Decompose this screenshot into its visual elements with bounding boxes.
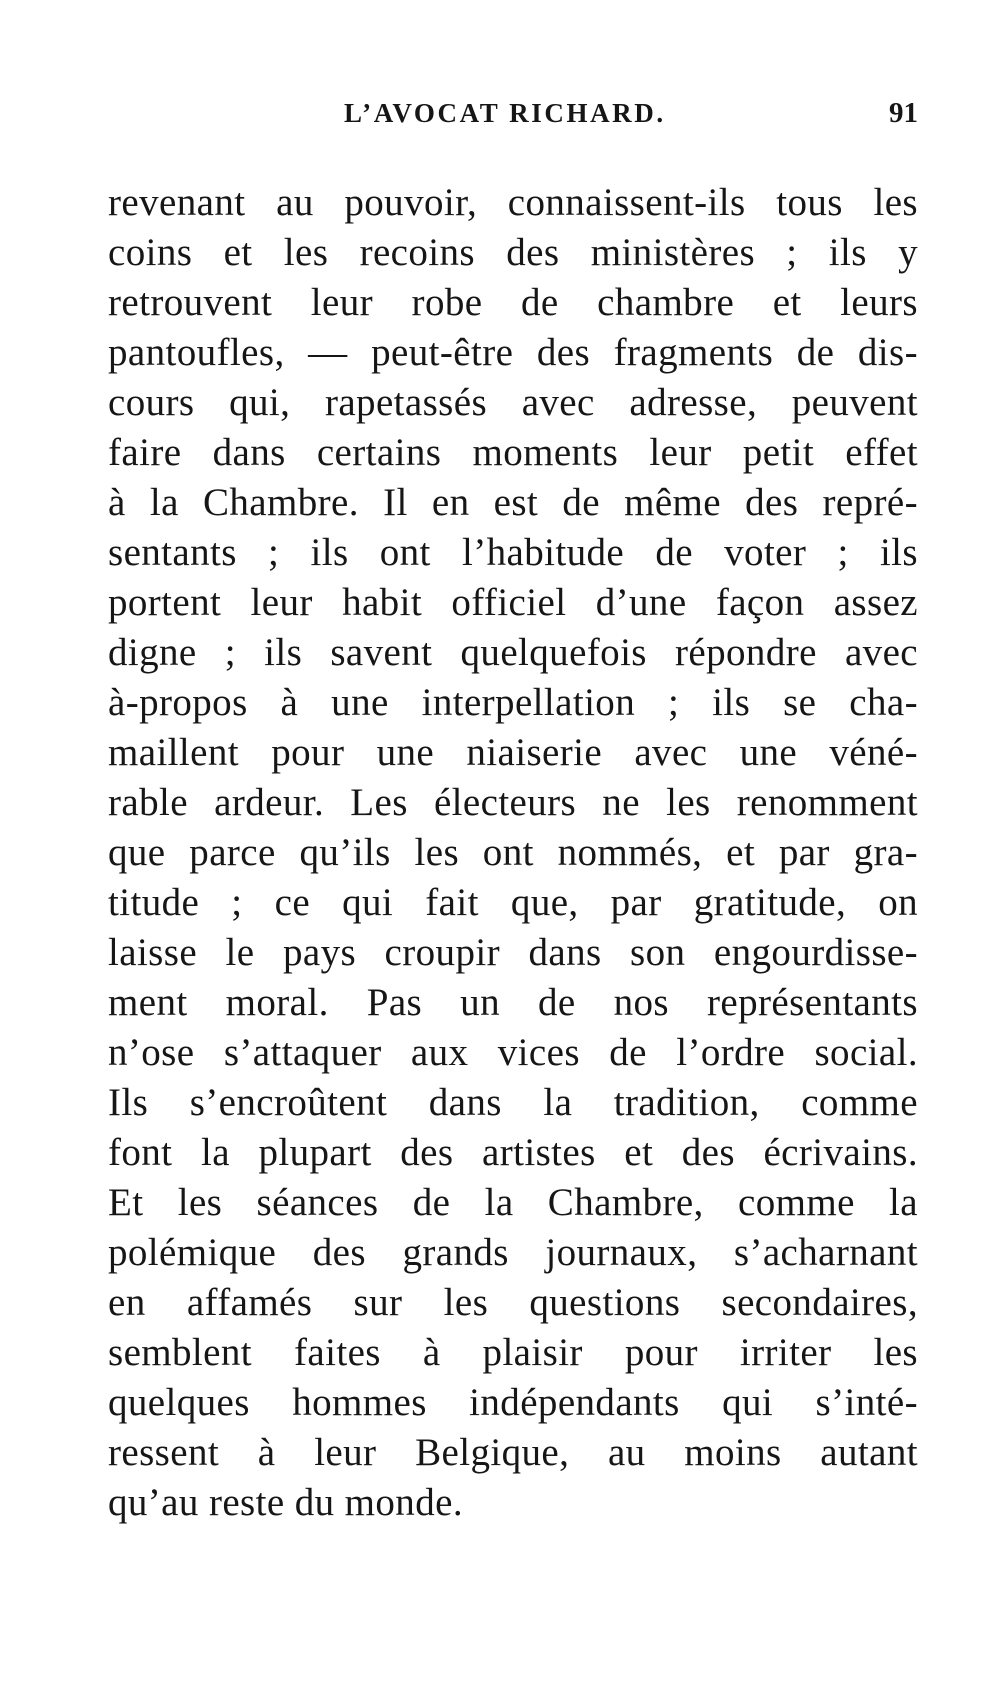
text-line: digne ; ils savent quelquefois répondre avec xyxy=(108,631,918,674)
text-line: titude ; ce qui fait que, par gratitude, on xyxy=(108,881,918,924)
body-text xyxy=(108,178,918,1528)
page-number: 91 xyxy=(889,97,918,129)
text-line: retrouvent leur robe de chambre et leurs xyxy=(108,281,918,324)
text-line: à la Chambre. Il en est de même des repré- xyxy=(108,481,918,524)
text-line: à-propos à une interpellation ; ils se cha- xyxy=(108,681,918,724)
text-line: en affamés sur les questions secondaires, xyxy=(108,1281,918,1324)
text-line: rable ardeur. Les électeurs ne les renomment xyxy=(108,781,918,824)
text-line: quelques hommes indépendants qui s’inté- xyxy=(108,1381,918,1424)
running-title: L’AVOCAT RICHARD. xyxy=(344,98,666,128)
text-line: Et les séances de la Chambre, comme la xyxy=(108,1181,918,1224)
text-line: coins et les recoins des ministères ; ils y xyxy=(108,231,918,274)
text-line: polémique des grands journaux, s’acharnant xyxy=(108,1231,918,1274)
text-line: sentants ; ils ont l’habitude de voter ; ils xyxy=(108,531,918,574)
text-line: cours qui, rapetassés avec adresse, peuvent xyxy=(108,381,918,424)
text-line: font la plupart des artistes et des écrivains. xyxy=(108,1131,918,1174)
text-line: portent leur habit officiel d’une façon assez xyxy=(108,581,918,624)
text-line: faire dans certains moments leur petit effet xyxy=(108,431,918,474)
text-line: qu’au reste du monde. xyxy=(108,1481,463,1524)
text-line: maillent pour une niaiserie avec une véné- xyxy=(108,731,918,774)
running-head xyxy=(108,98,918,138)
text-line: ment moral. Pas un de nos représentants xyxy=(108,981,918,1024)
text-line: revenant au pouvoir, connaissent-ils tous les xyxy=(108,181,918,224)
text-line: ressent à leur Belgique, au moins autant xyxy=(108,1431,918,1474)
text-line: laisse le pays croupir dans son engourdisse- xyxy=(108,931,918,974)
text-line: Ils s’encroûtent dans la tradition, comme xyxy=(108,1081,918,1124)
text-line: semblent faites à plaisir pour irriter les xyxy=(108,1331,918,1374)
text-line: n’ose s’attaquer aux vices de l’ordre social. xyxy=(108,1031,918,1074)
text-line: pantoufles, — peut-être des fragments de dis- xyxy=(108,331,918,374)
text-line: que parce qu’ils les ont nommés, et par gra- xyxy=(108,831,918,874)
